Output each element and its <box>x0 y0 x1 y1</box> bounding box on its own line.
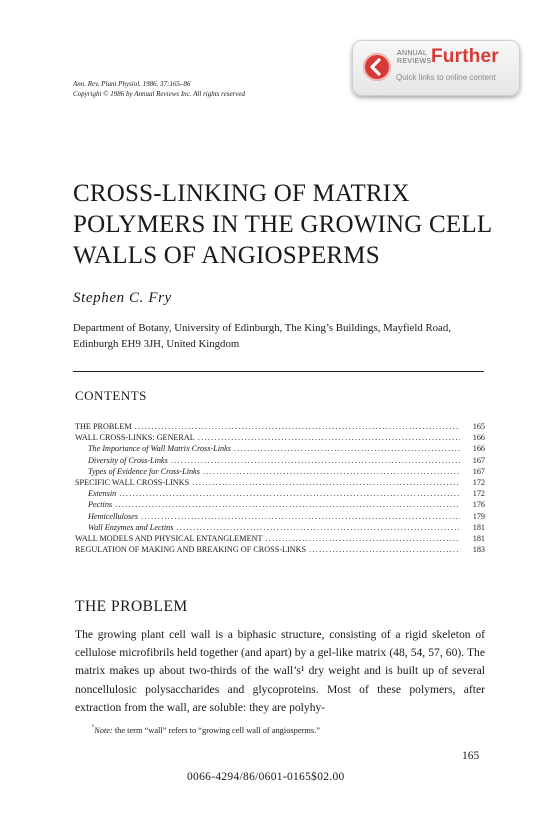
footnote <box>92 723 320 735</box>
toc-leader-dots <box>176 523 460 534</box>
annual-reviews-logo-text: ANNUAL REVIEWS <box>397 50 432 65</box>
toc-entry[interactable] <box>75 534 485 545</box>
toc-entry-page: 176 <box>472 500 485 510</box>
section-heading: THE PROBLEM <box>75 598 188 615</box>
toc-entry-page: 181 <box>472 533 485 543</box>
toc-leader-dots <box>203 467 460 478</box>
toc-entry-page: 179 <box>472 511 485 521</box>
article-code: 0066-4294/86/0601-0165$02.00 <box>187 771 345 783</box>
toc-entry-page: 172 <box>472 489 485 499</box>
journal-citation: Ann. Rev. Plant Physiol. 1986. 37:165–86 <box>73 80 191 88</box>
body-paragraph: The growing plant cell wall is a biphasic structure, consisting of a rigid skeleton of cellulose microfibrils held together (and apart) by a gel-like matrix (48, 54, 57, 60). The matrix makes up about two-thirds of the wall’s¹ dry weight and is built up of several noncellulosic polysaccharides and glycoproteins. Most of these polymers, after extraction from the wall, are soluble: they are polyhy- <box>75 628 485 714</box>
toc-entry-label: WALL MODELS AND PHYSICAL ENTANGLEMENT <box>75 533 263 543</box>
section-divider <box>73 371 484 372</box>
toc-entry-page: 166 <box>472 433 485 443</box>
footnote-text: the term “wall” refers to “growing cell wall of angiosperms.” <box>112 725 320 735</box>
toc-entry[interactable] <box>75 489 485 500</box>
toc-entry[interactable] <box>75 456 485 467</box>
toc-leader-dots <box>171 456 460 467</box>
toc-entry[interactable] <box>75 523 485 534</box>
toc-entry[interactable] <box>75 433 485 444</box>
toc-entry[interactable] <box>75 422 485 433</box>
toc-leader-dots <box>266 534 461 545</box>
toc-leader-dots <box>135 422 460 433</box>
toc-entry-label: Wall Enzymes and Lectins <box>88 522 174 532</box>
further-wordmark: Further <box>431 46 499 67</box>
toc-leader-dots <box>198 433 460 444</box>
toc-entry[interactable] <box>75 478 485 489</box>
toc-entry-label: Extensin <box>88 489 117 499</box>
toc-entry-page: 165 <box>472 422 485 431</box>
toc-entry-label: Diversity of Cross-Links <box>88 455 168 465</box>
toc-entry-page: 183 <box>472 545 485 555</box>
author-affiliation: Department of Botany, University of Edinburgh, The King’s Buildings, Mayfield Road, Edinburgh EH9 3JH, United Kingdom <box>73 322 451 350</box>
toc-leader-dots <box>115 500 460 511</box>
toc-leader-dots <box>192 478 460 489</box>
article-title: CROSS-LINKING OF MATRIX POLYMERS IN THE GROWING CELL WALLS OF ANGIOSPERMS <box>73 180 492 269</box>
quick-links-tagline: Quick links to online content <box>396 73 496 82</box>
article-author: Stephen C. Fry <box>73 290 172 306</box>
toc-leader-dots <box>141 512 460 523</box>
toc-entry-label: Hemicelluloses <box>88 511 139 521</box>
toc-entry-label: REGULATION OF MAKING AND BREAKING OF CROSS-LINKS <box>75 545 307 555</box>
toc-entry[interactable] <box>75 512 485 523</box>
toc-entry-label: Types of Evidence for Cross-Links <box>88 466 200 476</box>
toc-leader-dots <box>234 444 460 455</box>
toc-entry-label: WALL CROSS-LINKS: GENERAL <box>75 433 195 443</box>
copyright-line: Copyright © 1986 by Annual Reviews Inc. All rights reserved <box>73 90 245 98</box>
annual-reviews-further-badge[interactable] <box>352 40 520 96</box>
page-number: 165 <box>462 750 480 762</box>
toc-entry[interactable] <box>75 545 485 556</box>
contents-heading: CONTENTS <box>75 388 147 403</box>
toc-entry-label: THE PROBLEM <box>75 422 132 431</box>
toc-entry-page: 167 <box>472 455 485 465</box>
footnote-marker: ¹ <box>92 723 95 731</box>
toc-entry[interactable] <box>75 500 485 511</box>
toc-entry[interactable] <box>75 444 485 455</box>
back-arrow-icon[interactable] <box>363 53 391 81</box>
toc-entry-page: 167 <box>472 466 485 476</box>
toc-entry-label: SPECIFIC WALL CROSS-LINKS <box>75 477 190 487</box>
toc-entry-label: Pectins <box>88 500 113 510</box>
toc-entry-label: The Importance of Wall Matrix Cross-Links <box>88 444 231 454</box>
toc-leader-dots <box>119 489 460 500</box>
table-of-contents <box>75 422 485 556</box>
toc-entry-page: 172 <box>472 477 485 487</box>
toc-entry[interactable] <box>75 467 485 478</box>
toc-leader-dots <box>309 545 460 556</box>
toc-entry-page: 166 <box>472 444 485 454</box>
toc-entry-page: 181 <box>472 522 485 532</box>
footnote-label: Note: <box>94 725 113 735</box>
